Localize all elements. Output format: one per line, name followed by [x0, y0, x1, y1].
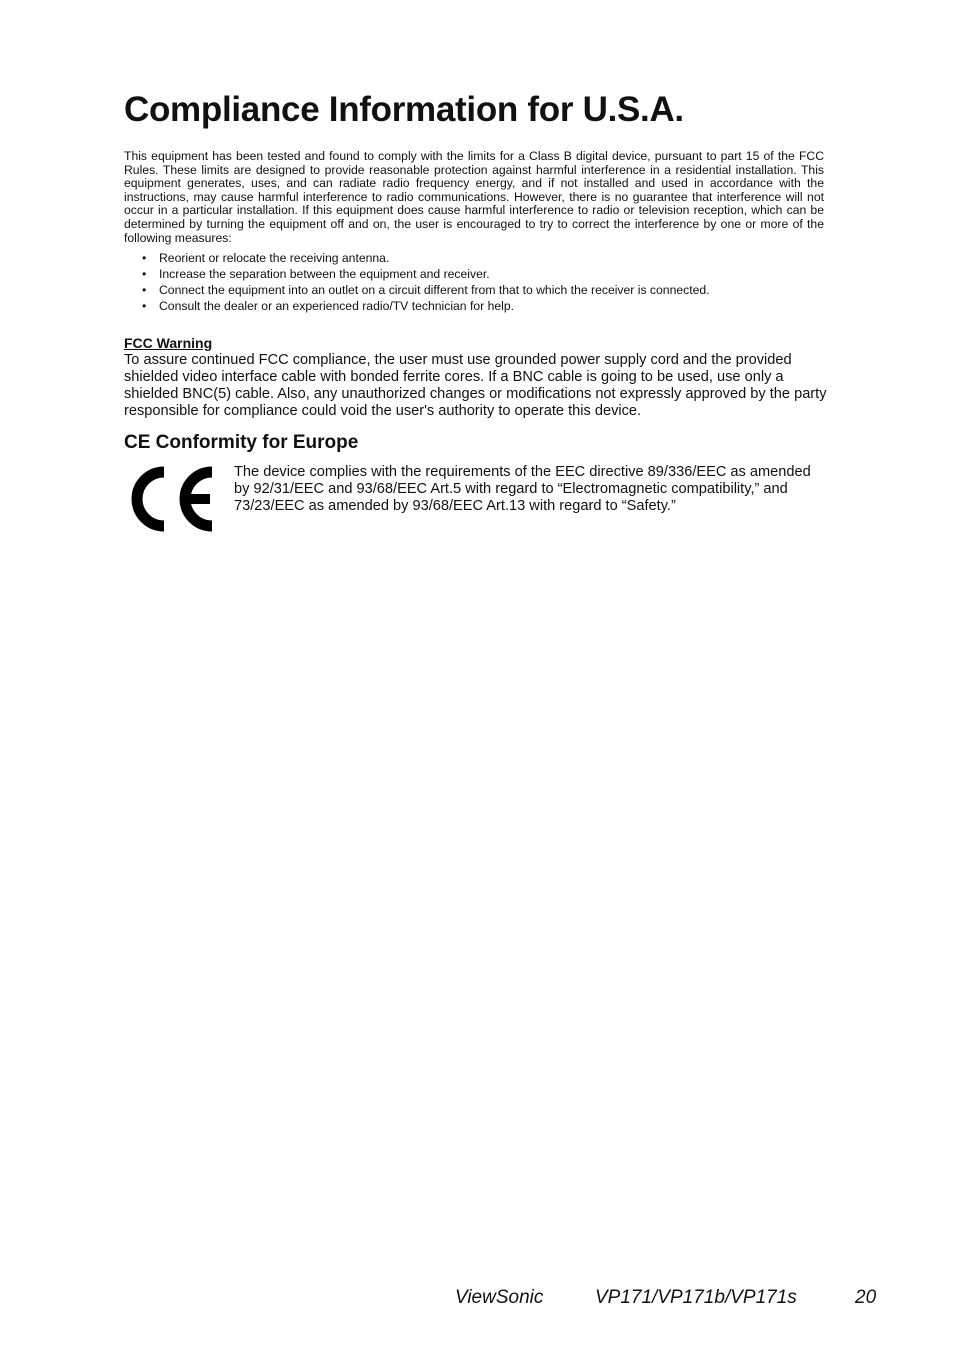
fcc-warning-heading: FCC Warning: [124, 335, 213, 351]
page-title: Compliance Information for U.S.A.: [124, 90, 684, 129]
list-item: • Consult the dealer or an experienced radio/TV technician for help.: [124, 298, 844, 314]
footer-model: VP171/VP171b/VP171s: [595, 1287, 797, 1308]
ce-heading: CE Conformity for Europe: [124, 432, 359, 453]
list-item: • Connect the equipment into an outlet on a circuit different from that to which the receiver is connected.: [124, 282, 844, 298]
list-item: • Increase the separation between the equipment and receiver.: [124, 266, 844, 282]
footer-brand: ViewSonic: [455, 1287, 544, 1308]
measures-list: [124, 250, 844, 314]
ce-conformity-text: The device complies with the requirements of the EEC directive 89/336/EEC as amended by 92/31/EEC and 93/68/EEC Art.5 with regard to “Electromagnetic compatibility,” and 73/23/EEC as amended by 93/68/EEC Art.13 with regard to “Safety.”: [234, 464, 811, 515]
footer-page-number: 20: [855, 1287, 877, 1308]
ce-mark-icon: [126, 466, 218, 532]
page-footer: [0, 1286, 954, 1310]
fcc-warning-text: To assure continued FCC compliance, the user must use grounded power supply cord and the provided shielded video interface cable with bonded ferrite cores. If a BNC cable is going to be used, use only a shielded BNC(5) cable. Also, any unauthorized changes or modifications not expressly approved by the party responsible for compliance could void the user's authority to operate this device.: [124, 352, 827, 419]
intro-paragraph: This equipment has been tested and found to comply with the limits for a Class B digital device, pursuant to part 15 of the FCC Rules. These limits are designed to provide reasonable protection against harmful interference in a residential installation. This equipment generates, uses, and can radiate radio frequency energy, and if not installed and used in accordance with the instructions, may cause harmful interference to radio communications. However, there is no guarantee that interference will not occur in a particular installation. If this equipment does cause harmful interference to radio or television reception, which can be determined by turning the equipment off and on, the user is encouraged to try to correct the interference by one or more of the following measures:: [124, 149, 824, 245]
list-item: • Reorient or relocate the receiving antenna.: [124, 250, 844, 266]
